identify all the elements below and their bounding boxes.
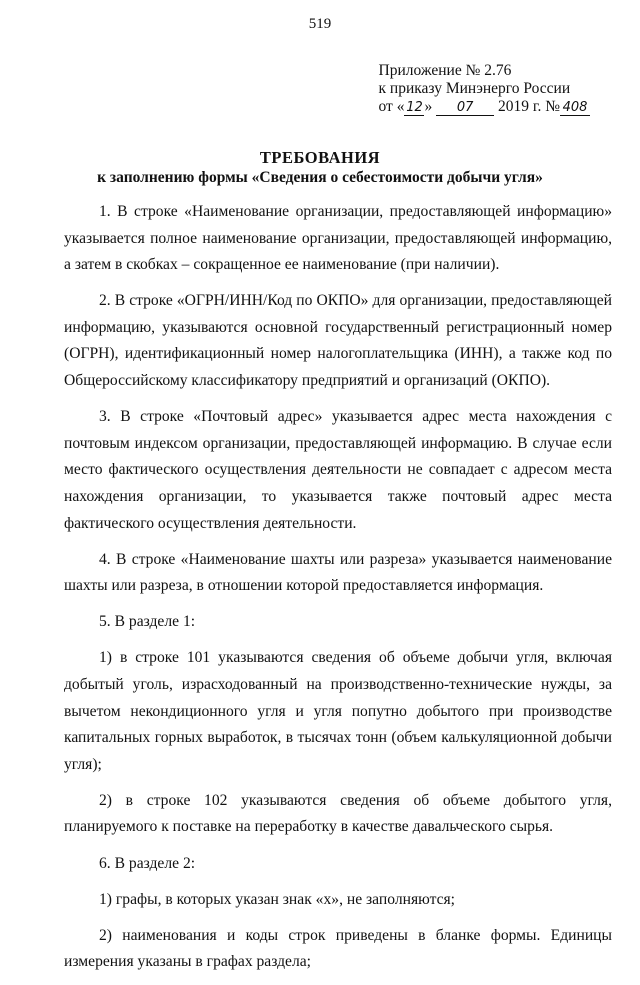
document-body [64,199,612,985]
paragraph-6-item-2: 2) наименования и коды строк приведены в бланке формы. Единицы измерения указаны в графах раздела; [64,926,612,971]
date-mid: » [424,98,433,115]
paragraph-2: 2. В строке «ОГРН/ИНН/Код по ОКПО» для организации, предоставляющей информацию, указываются основной государственный регистрационный номер (ОГРН), идентификационный номер налогоплательщика (ИНН), а также код по Общероссийскому классификатору предприятий и организаций (ОКПО). [64,292,612,390]
paragraph-6-heading: 6. В разделе 2: [99,854,196,872]
paragraph-5-item-1: 1) в строке 101 указываются сведения об объеме добычи угля, включая добытый уголь, израсходованный на производственно-технические нужды, за вычетом некондиционного угля и угля попутно добытого при производстве капитальных горных выработок, в тысячах тонн (объем калькуляционной добычи угля); [64,649,612,773]
year-text: 2019 г. № [497,98,560,115]
handwritten-month: 07 [436,101,494,116]
appendix-header [379,62,590,116]
date-prefix: от « [378,98,405,115]
paragraph-6-item-1: 1) графы, в которых указан знак «х», не заполняются; [99,890,456,908]
handwritten-number: 408 [560,101,590,116]
paragraph-1: 1. В строке «Наименование организации, предоставляющей информацию» указывается полное наименование организации, предоставляющей информацию, а затем в скобках – сокращенное ее наименование (при наличии). [64,203,612,274]
title-block [0,148,640,188]
appendix-line-1: Приложение № 2.76 [378,62,512,79]
paragraph-4: 4. В строке «Наименование шахты или разреза» указывается наименование шахты или разреза, в отношении которой предоставляется информация. [64,550,612,595]
page-number: 519 [308,16,332,32]
paragraph-3: 3. В строке «Почтовый адрес» указывается адрес места нахождения с почтовым индексом организации, предоставляющей информацию. В случае если место фактического осуществления деятельности не совпадает с адресом места нахождения организации, то указывается также почтовый адрес места фактического осуществления деятельности. [64,408,612,532]
document-subtitle: к заполнению формы «Сведения о себестоимости добычи угля» [97,169,543,186]
handwritten-day: 12 [406,100,423,115]
paragraph-5-item-2: 2) в строке 102 указываются сведения об объеме добытого угля, планируемого к поставке на переработку в качестве давальческого сырья. [64,791,612,836]
paragraph-5-heading: 5. В разделе 1: [99,613,196,631]
appendix-date-line [379,98,590,116]
appendix-line-2: к приказу Минэнерго России [378,80,571,97]
document-title: ТРЕБОВАНИЯ [259,148,381,167]
